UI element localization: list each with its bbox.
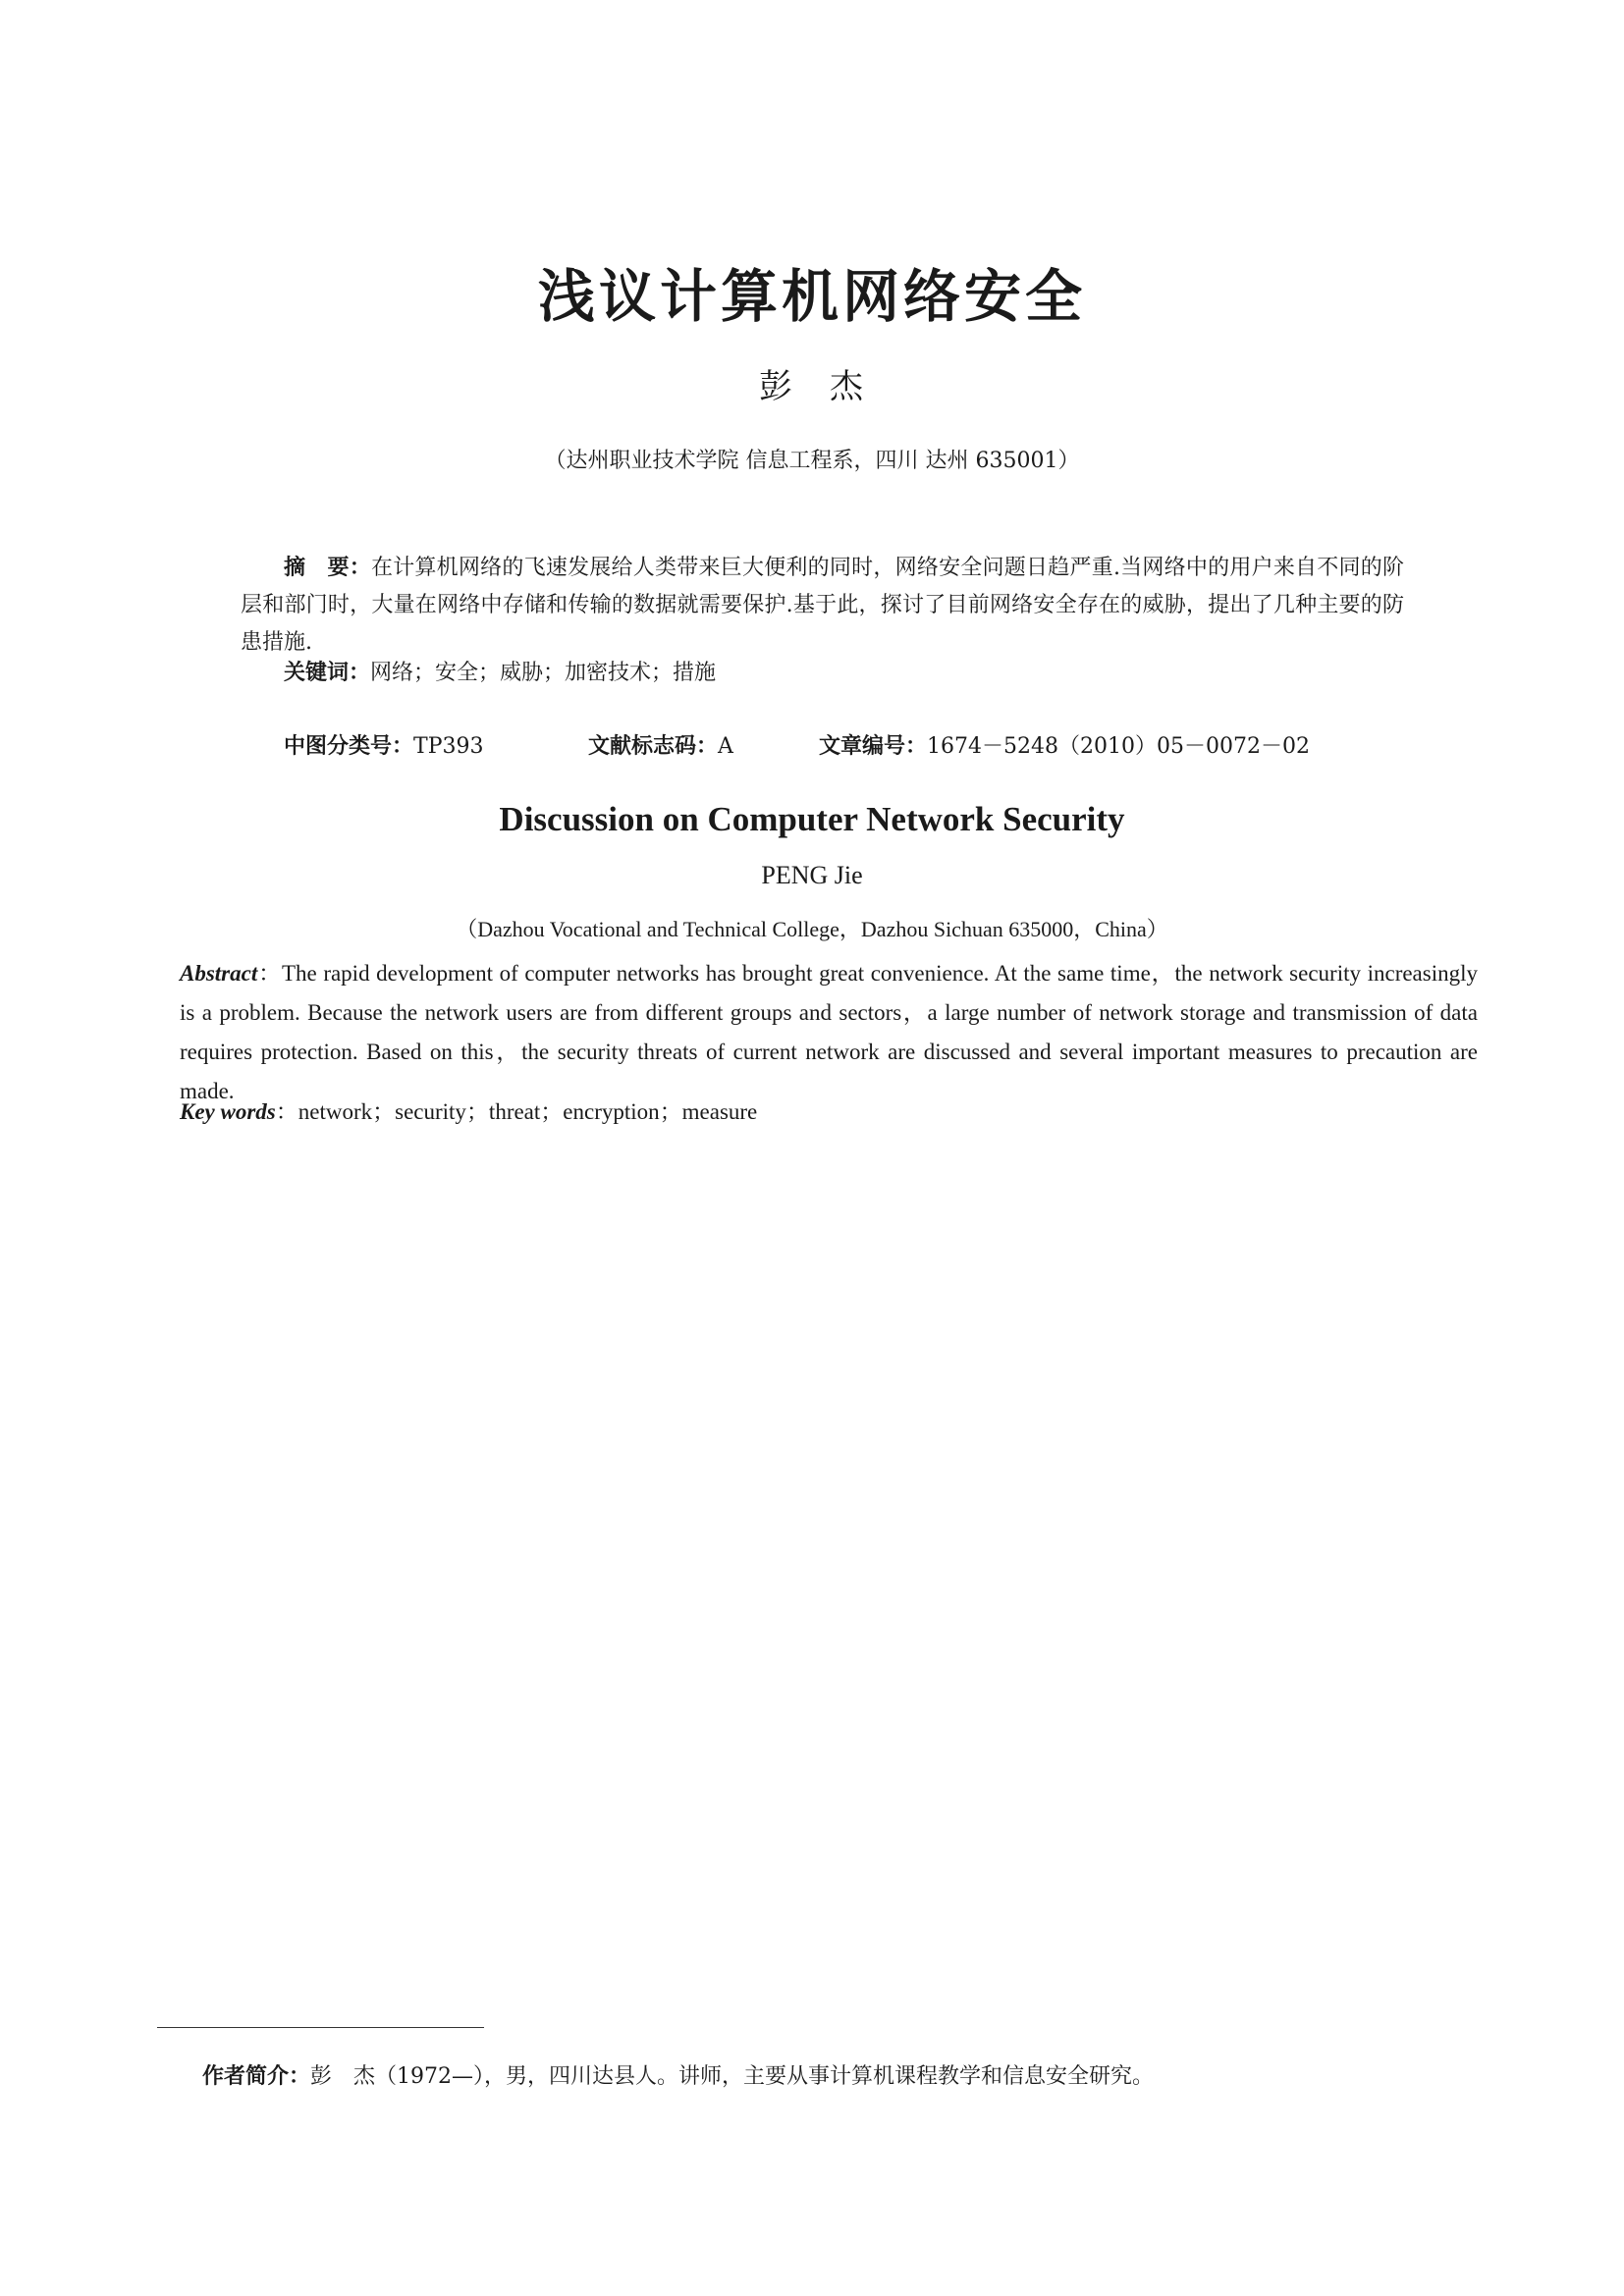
footnote-text: 彭 杰（1972—），男，四川达县人。讲师，主要从事计算机课程教学和信息安全研究。: [310, 2064, 1155, 2089]
abstract-en-text: The rapid development of computer networks has brought great convenience. At the same time，the network security increasingly is a problem. Because the network users are from different groups and sectors，a large number of network storage and transmission of data requires protection. Based on this，the security threats of current network are discussed and several important measures to precaution are made.: [180, 961, 1478, 1103]
article-number-label: 文章编号：: [819, 734, 928, 759]
abstract-en-separator: ：: [257, 961, 282, 986]
clc-number: [284, 729, 483, 760]
keywords-cn-label: 关键词：: [284, 661, 371, 685]
author-name-en: PENG Jie: [761, 861, 863, 889]
keywords-cn-text: 网络；安全；威胁；加密技术；措施: [370, 661, 717, 685]
clc-value: TP393: [413, 734, 484, 759]
abstract-en-label: Abstract: [180, 961, 258, 986]
document-code-value: A: [718, 734, 733, 759]
keywords-en: [180, 1093, 1478, 1132]
clc-label: 中图分类号：: [284, 734, 414, 759]
author-bio-footnote: [202, 2059, 1154, 2090]
document-code: [588, 729, 733, 760]
article-number-value: 1674－5248（2010）05－0072－02: [927, 734, 1310, 759]
abstract-en: [180, 954, 1478, 1111]
footnote-label: 作者简介：: [202, 2064, 311, 2089]
abstract-cn-text: 在计算机网络的飞速发展给人类带来巨大便利的同时，网络安全问题日趋严重.当网络中的用户来自不同的阶层和部门时，大量在网络中存储和传输的数据就需要保护.基于此，探讨了目前网络安全存在的威胁，提出了几种主要的防患措施.: [241, 556, 1404, 655]
keywords-en-text: network；security；threat；encryption；measure: [298, 1099, 758, 1124]
document-code-label: 文献标志码：: [588, 734, 719, 759]
paper-title-cn: 浅议计算机网络安全: [537, 263, 1086, 330]
author-name-cn: 彭 杰: [759, 367, 865, 406]
keywords-en-separator: ：: [275, 1099, 298, 1124]
affiliation-cn: （达州职业技术学院 信息工程系，四川 达州 635001）: [544, 449, 1080, 473]
affiliation-en: （Dazhou Vocational and Technical College，Dazhou Sichuan 635000，China）: [456, 917, 1168, 941]
abstract-cn: [241, 550, 1404, 662]
article-number: [819, 729, 1310, 760]
keywords-cn: [284, 656, 1403, 686]
paper-title-en: Discussion on Computer Network Security: [499, 800, 1125, 838]
footnote-divider: [157, 2027, 484, 2028]
keywords-en-label: Key words: [180, 1099, 276, 1124]
abstract-cn-label: 摘 要：: [284, 556, 371, 580]
